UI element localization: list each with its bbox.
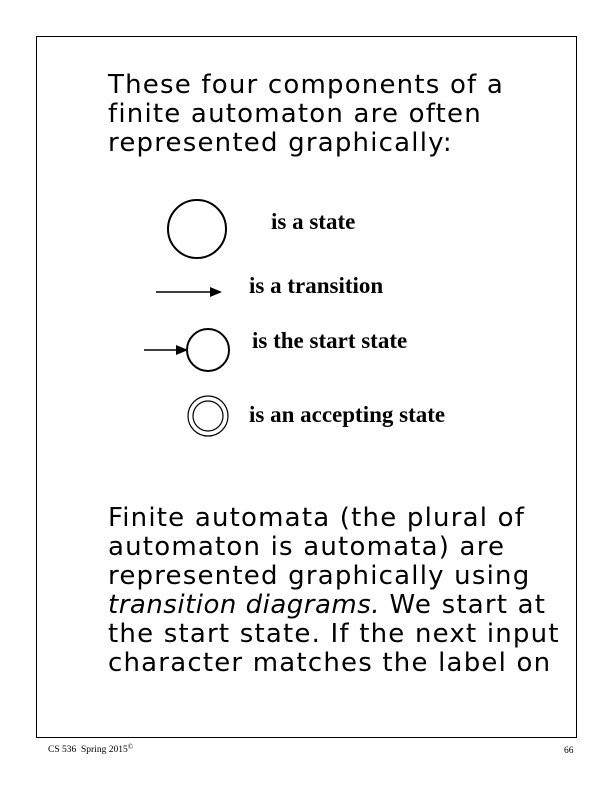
start-state-symbol: [142, 326, 234, 376]
intro-line: represented graphically:: [108, 128, 453, 158]
body-line: character matches the label on: [108, 648, 552, 678]
accepting-state-symbol: [184, 394, 234, 440]
state-label: is a state: [271, 209, 356, 234]
state-circle: [168, 200, 226, 258]
body-line: represented graphically using: [108, 561, 531, 591]
footer-term: Spring 2015: [81, 745, 128, 755]
state-symbol: [166, 198, 230, 262]
copyright-mark: ©: [127, 743, 134, 751]
body-line: automaton is automata) are: [108, 532, 506, 562]
term-transition-diagrams: transition diagrams.: [108, 590, 381, 620]
transition-arrowhead: [210, 287, 222, 297]
footer-course: CS 536: [48, 745, 77, 755]
accepting-state-label: is an accepting state: [249, 402, 446, 427]
transition-arrow-symbol: [154, 284, 226, 300]
intro-line: These four components of a: [108, 70, 505, 100]
intro-line: finite automaton are often: [108, 99, 482, 129]
transition-label: is a transition: [249, 273, 384, 298]
body-line: [108, 591, 560, 620]
start-state-label: is the start state: [252, 328, 408, 353]
body-line: the start state. If the next input: [108, 619, 560, 649]
page-number: 66: [564, 746, 574, 756]
accepting-outer-circle: [188, 396, 228, 436]
accepting-inner-circle: [193, 401, 223, 431]
body-line-rest: We start at: [380, 590, 547, 620]
start-state-circle: [187, 329, 229, 371]
body-paragraph: [108, 504, 560, 678]
intro-paragraph: [108, 71, 504, 158]
body-line: Finite automata (the plural of: [108, 503, 526, 533]
footer-course-info: [48, 745, 133, 755]
